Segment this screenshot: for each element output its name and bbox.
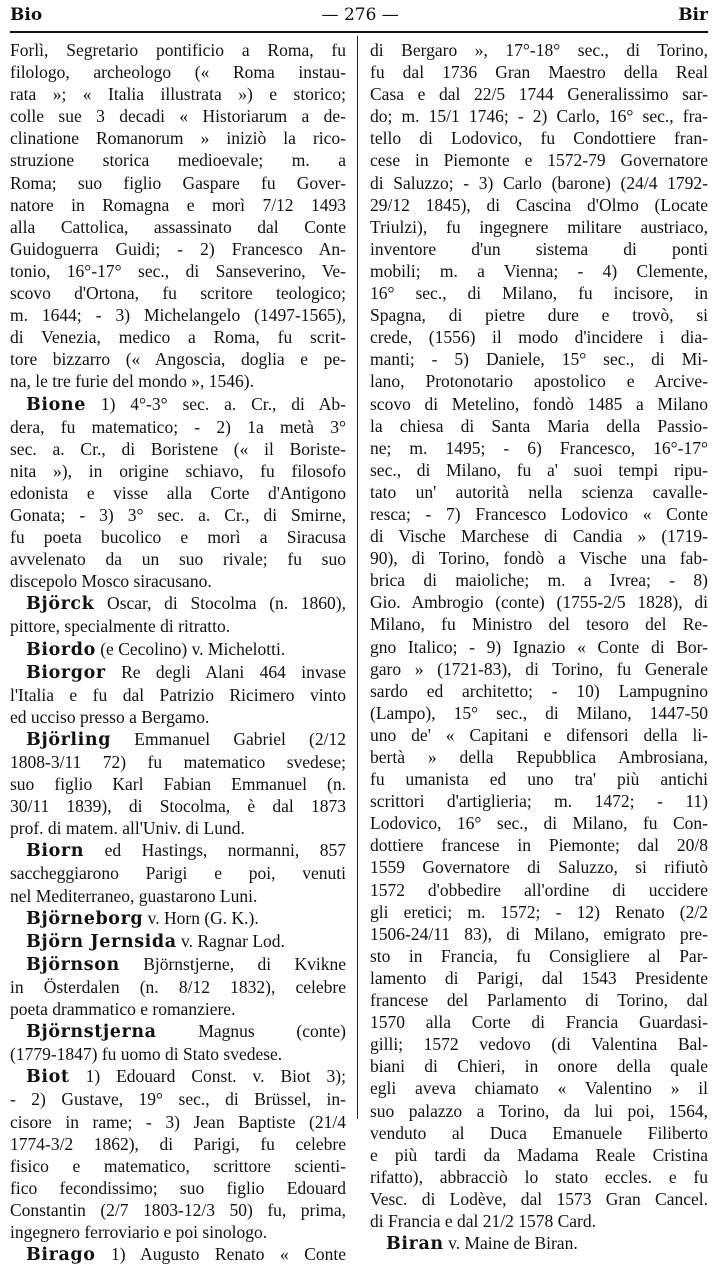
text-line: [10, 39, 346, 61]
text-line: [370, 1232, 708, 1255]
line-text: 1) 4°-3° sec. a. Cr., di Ab-: [85, 393, 346, 414]
text-line: [10, 615, 346, 637]
line-text: 1506-24/11 83), di Milano, emigrato pre-: [370, 923, 708, 944]
line-text: di Venezia, medico a Roma, fu scrit-: [10, 327, 346, 348]
text-line: [370, 326, 708, 348]
line-text: pittore, specialmente di ritratto.: [10, 616, 231, 637]
text-line: [370, 1011, 708, 1033]
text-line: [370, 415, 708, 437]
line-text: Magnus (conte): [156, 1021, 346, 1042]
text-line: [370, 83, 708, 105]
text-line: [10, 238, 346, 260]
text-line: [370, 856, 708, 878]
text-line: [10, 127, 346, 149]
line-text: garo » (1721-83), di Torino, fu Generale: [370, 658, 708, 679]
line-text: 1) Edouard Const. v. Biot 3);: [69, 1066, 346, 1087]
line-text: cisore in rame; - 3) Jean Baptiste (21/4: [10, 1111, 346, 1132]
line-text: Gio. Ambrogio (conte) (1755-2/5 1828), di: [370, 592, 708, 613]
line-text: m. 1644; - 3) Michelangelo (1497-1565),: [10, 305, 346, 326]
line-text: mobili; m. a Vienna; - 4) Clemente,: [370, 260, 708, 281]
line-text: in Österdalen (n. 8/12 1832), celebre: [10, 976, 346, 997]
line-text: clinatione Romanorum » iniziò la rico-: [10, 128, 346, 149]
text-line: [370, 768, 708, 790]
text-line: [10, 1065, 346, 1088]
entry-headword: Biorgor: [26, 662, 106, 683]
text-line: [10, 304, 346, 326]
line-text: na, le tre furie del mondo », 1546).: [10, 371, 254, 392]
line-text: tonio, 16°-17° sec., di Sanseverino, Ve-: [10, 260, 346, 281]
line-text: tello di Lodovico, fu Condottiere fran-: [370, 128, 708, 149]
running-header: [10, 0, 708, 30]
line-text: alla Cattolica, assassinato dal Conte: [10, 216, 346, 237]
text-line: [10, 953, 346, 976]
line-text: francese del Parlamento di Torino, dal: [370, 990, 708, 1011]
text-line: [10, 149, 346, 171]
line-text: cese in Piemonte e 1572-79 Governatore: [370, 150, 708, 171]
text-line: [370, 503, 708, 525]
text-line: [10, 773, 346, 795]
text-line: [370, 945, 708, 967]
text-line: [370, 61, 708, 83]
text-line: [370, 923, 708, 945]
line-text: brica di maioliche; m. a Ivrea; - 8): [370, 570, 708, 591]
line-text: tore bizzarro (« Angoscia, doglia e pe-: [10, 349, 346, 370]
text-line: [10, 194, 346, 216]
line-text: 1) Augusto Renato « Conte: [95, 1244, 346, 1265]
line-text: 16° sec., di Milano, fu incisore, in: [370, 283, 708, 304]
line-text: lamento di Parigi, dal 1543 Presidente: [370, 967, 708, 988]
line-text: rata »; « Italia illustrata ») e storico;: [10, 84, 346, 105]
text-line: [10, 1243, 346, 1266]
text-line: [370, 194, 708, 216]
line-text: dottiere francese in Piemonte; dal 20/8: [370, 835, 708, 856]
text-line: [10, 460, 346, 482]
line-text: Milano, fu Ministro del tesoro del Re-: [370, 614, 708, 635]
text-line: [10, 570, 346, 592]
entry-headword: Birago: [26, 1245, 96, 1266]
text-line: [370, 569, 708, 591]
line-text: sardo ed architetto; - 10) Lampugnino: [370, 680, 708, 701]
line-text: Lodovico, 16° sec., di Milano, fu Con-: [370, 813, 708, 834]
text-line: [370, 348, 708, 370]
line-text: rifatto), abbracciò lo stato eccles. e fu: [370, 1166, 708, 1187]
line-text: sec., di Milano, fu a' suoi tempi ripu-: [370, 459, 708, 480]
text-line: [370, 901, 708, 923]
text-line: [370, 393, 708, 415]
line-text: poeta drammatico e romanziere.: [10, 999, 236, 1020]
text-line: [370, 989, 708, 1011]
column-divider: [357, 36, 358, 1119]
text-line: [370, 636, 708, 658]
text-line: [10, 526, 346, 548]
line-text: fu umanista ed uno tra' più antichi: [370, 769, 708, 790]
line-text: v. Maine de Biran.: [443, 1233, 578, 1254]
text-line: [370, 149, 708, 171]
text-line: [370, 238, 708, 260]
text-line: [10, 1043, 346, 1065]
line-text: egli aveva chiamato « Valentino » il: [370, 1078, 708, 1099]
line-text: fisico e matematico, scrittore scienti-: [10, 1155, 346, 1176]
line-text: Emmanuel Gabriel (2/12: [111, 728, 346, 749]
text-line: [370, 1055, 708, 1077]
text-line: [370, 39, 708, 61]
text-line: [10, 83, 346, 105]
line-text: Spagna, di pietre dure e trovò, si: [370, 305, 708, 326]
text-line: [10, 61, 346, 83]
line-text: fico fecondissimo; suo figlio Edouard: [10, 1177, 346, 1198]
text-line: [10, 706, 346, 728]
line-text: filologo, archeologo (« Roma instau-: [10, 62, 346, 83]
line-text: v. Ragnar Lod.: [176, 930, 285, 951]
text-line: [370, 1033, 708, 1055]
entry-headword: Björck: [26, 594, 95, 615]
text-line: [10, 1020, 346, 1043]
line-text: fu poeta bucolico e morì a Siracusa: [10, 527, 346, 548]
line-text: tato un' autorità nella scienza cavalle-: [370, 481, 708, 502]
right-column: [370, 39, 708, 1255]
text-line: [10, 172, 346, 194]
text-line: [10, 326, 346, 348]
line-text: inventore d'un sistema di ponti: [370, 238, 708, 259]
text-line: [10, 348, 346, 370]
text-line: [10, 105, 346, 127]
text-line: [10, 370, 346, 392]
text-line: [370, 812, 708, 834]
line-text: crede, (1556) il modo d'incidere i dia-: [370, 327, 708, 348]
line-text: ed ucciso presso a Bergamo.: [10, 706, 210, 727]
line-text: 1559 Governatore di Saluzzo, si rifiutò: [370, 857, 708, 878]
text-line: [10, 795, 346, 817]
line-text: Triulzi), fu ingegnere militare austriaco,: [370, 216, 708, 237]
text-line: [370, 834, 708, 856]
text-line: [10, 1133, 346, 1155]
line-text: gli eretici; m. 1572; - 12) Renato (2/2: [370, 901, 708, 922]
text-line: [370, 1100, 708, 1122]
text-line: [10, 930, 346, 953]
line-text: di Saluzzo; - 3) Carlo (barone) (24/4 1792-: [370, 172, 708, 193]
line-text: (Lampo), 15° sec., di Milano, 1447-50: [370, 702, 708, 723]
text-line: [370, 304, 708, 326]
line-text: scovo d'Ortona, fu scritore teologico;: [10, 283, 346, 304]
line-text: Constantin (2/7 1803-12/3 50) fu, prima,: [10, 1199, 346, 1220]
text-line: [10, 438, 346, 460]
text-line: [370, 658, 708, 680]
text-line: [10, 1199, 346, 1221]
line-text: do; m. 15/1 1746; - 2) Carlo, 16° sec., fra-: [370, 106, 708, 127]
text-line: [10, 885, 346, 907]
text-line: [10, 862, 346, 884]
text-line: [10, 1177, 346, 1199]
line-text: Roma; suo figlio Gaspare fu Gover-: [10, 172, 346, 193]
line-text: nel Mediterraneo, guastarono Luni.: [10, 885, 258, 906]
text-line: [370, 437, 708, 459]
line-text: sec. a. Cr., di Boristene (« il Boriste-: [10, 438, 346, 459]
text-line: [370, 459, 708, 481]
header-left-guideword: Bio: [10, 5, 43, 25]
line-text: scovo di Metelino, fondò 1485 a Milano: [370, 393, 708, 414]
line-text: 29/12 1845), di Cascina d'Olmo (Locate: [370, 194, 708, 215]
line-text: di Bergaro », 17°-18° sec., di Torino,: [370, 40, 708, 60]
page-number: — 276 —: [321, 5, 399, 25]
line-text: prof. di matem. all'Univ. di Lund.: [10, 818, 245, 839]
text-line: [370, 105, 708, 127]
text-line: [370, 613, 708, 635]
text-line: [10, 817, 346, 839]
text-line: [370, 1077, 708, 1099]
text-line: [10, 282, 346, 304]
text-line: [370, 481, 708, 503]
line-text: dera, fu matematico; - 2) 1a metà 3°: [10, 416, 346, 437]
line-text: Gonata; - 3) 3° sec. a. Cr., di Smirne,: [10, 504, 346, 525]
line-text: gilli; 1572 vedovo (di Valentina Bal-: [370, 1034, 708, 1055]
header-rule: [10, 31, 708, 33]
line-text: biani di Chieri, in onore della quale: [370, 1056, 708, 1077]
text-line: [370, 282, 708, 304]
line-text: sto in Francia, fu Consigliere al Par-: [370, 945, 708, 966]
entry-headword: Björn Jernsida: [26, 931, 177, 952]
text-line: [370, 879, 708, 901]
line-text: edonista e visse alla Corte d'Antigono: [10, 482, 346, 503]
text-line: [10, 728, 346, 751]
line-text: v. Horn (G. K.).: [143, 907, 259, 928]
text-line: [10, 1111, 346, 1133]
line-text: suo figlio Karl Fabian Emmanuel (n.: [10, 774, 346, 795]
line-text: ne; m. 1495; - 6) Francesco, 16°-17°: [370, 437, 708, 458]
line-text: 1570 alla Corte di Francia Guardasi-: [370, 1012, 708, 1033]
line-text: uno de' « Capitani e difensori della li-: [370, 724, 708, 745]
line-text: 90), di Torino, fondò a Vische una fab-: [370, 548, 708, 569]
text-line: [10, 482, 346, 504]
line-text: Casa e dal 22/5 1744 Generalissimo sar-: [370, 84, 708, 105]
text-line: [370, 525, 708, 547]
header-right-guideword: Bir: [678, 5, 708, 25]
line-text: ed Hastings, normanni, 857: [84, 840, 346, 861]
line-text: lano, Protonotario apostolico e Arcive-: [370, 371, 708, 392]
entry-headword: Björnstjerna: [26, 1022, 157, 1043]
line-text: (e Cecolino) v. Michelotti.: [95, 638, 286, 659]
text-line: [10, 684, 346, 706]
entry-headword: Björneborg: [26, 908, 144, 929]
text-line: [10, 976, 346, 998]
text-line: [370, 680, 708, 702]
entry-headword: Biorn: [26, 841, 85, 862]
line-text: di Francia e dal 21/2 1578 Card.: [370, 1210, 596, 1231]
line-text: venduto al Duca Emanuele Filiberto: [370, 1122, 708, 1143]
line-text: Forlì, Segretario pontificio a Roma, fu: [10, 40, 346, 60]
line-text: saccheggiarono Parigi e poi, venuti: [10, 863, 346, 884]
line-text: struzione storica medioevale; m. a: [10, 150, 346, 171]
line-text: bertà » della Repubblica Ambrosiana,: [370, 747, 708, 767]
text-line: [370, 127, 708, 149]
line-text: l'Italia e fu dal Patrizio Ricimero vinto: [10, 684, 346, 705]
text-line: [10, 638, 346, 661]
text-line: [10, 260, 346, 282]
text-line: [10, 504, 346, 526]
line-text: 30/11 1839), di Stocolma, è dal 1873: [10, 796, 346, 817]
line-text: avvelenato da un suo rivale; fu suo: [10, 549, 346, 570]
text-line: [370, 790, 708, 812]
line-text: natore in Romagna e morì 7/12 1493: [10, 194, 346, 215]
line-text: fu dal 1736 Gran Maestro della Real: [370, 62, 708, 83]
text-line: [10, 1088, 346, 1110]
text-line: [370, 591, 708, 613]
text-line: [370, 1188, 708, 1210]
line-text: suo palazzo a Torino, da lui poi, 1564,: [370, 1100, 708, 1121]
text-line: [10, 839, 346, 862]
line-text: di Vische Marchese di Candia » (1719-: [370, 526, 708, 547]
text-line: [10, 393, 346, 416]
text-line: [10, 1155, 346, 1177]
line-text: 1774-3/2 1862), di Parigi, fu celebre: [10, 1133, 346, 1154]
entry-headword: Biran: [386, 1234, 444, 1255]
line-text: (1779-1847) fu uomo di Stato svedese.: [10, 1044, 283, 1065]
text-line: [10, 548, 346, 570]
text-line: [370, 724, 708, 746]
line-text: colle sue 3 decadi « Historiarum a de-: [10, 106, 346, 127]
text-line: [370, 547, 708, 569]
left-column: [10, 39, 346, 1266]
line-text: Guidoguerra Guidi; - 2) Francesco An-: [10, 238, 346, 259]
line-text: Oscar, di Stocolma (n. 1860),: [94, 593, 346, 614]
text-line: [10, 751, 346, 773]
entry-headword: Biot: [26, 1067, 70, 1088]
line-text: discepolo Mosco siracusano.: [10, 571, 212, 592]
line-text: manti; - 5) Daniele, 15° sec., di Mi-: [370, 349, 708, 370]
line-text: ingegnero ferroviario e poi sinologo.: [10, 1221, 268, 1242]
text-line: [370, 967, 708, 989]
entry-headword: Björnson: [26, 954, 120, 975]
text-line: [370, 260, 708, 282]
line-text: - 2) Gustave, 19° sec., di Brüssel, in-: [10, 1089, 346, 1110]
text-line: [370, 1210, 708, 1232]
line-text: scrittori d'artiglieria; m. 1472; - 11): [370, 791, 708, 812]
text-line: [370, 172, 708, 194]
text-line: [10, 592, 346, 615]
text-line: [370, 370, 708, 392]
text-line: [370, 1122, 708, 1144]
text-line: [10, 998, 346, 1020]
text-line: [10, 416, 346, 438]
text-line: [10, 661, 346, 684]
text-line: [370, 746, 708, 768]
line-text: e più tardi da Madama Reale Cristina: [370, 1144, 708, 1165]
entry-headword: Bione: [26, 394, 86, 415]
line-text: resca; - 7) Francesco Lodovico « Conte: [370, 503, 708, 524]
text-line: [10, 907, 346, 930]
line-text: Re degli Alani 464 invase: [105, 661, 346, 682]
text-line: [10, 216, 346, 238]
line-text: Björnstjerne, di Kvikne: [119, 953, 346, 974]
line-text: nita »), in origine schiavo, fu filosofo: [10, 460, 346, 481]
text-line: [370, 1166, 708, 1188]
text-line: [370, 1144, 708, 1166]
line-text: la chiesa di Santa Maria della Passio-: [370, 415, 708, 436]
text-line: [10, 1221, 346, 1243]
line-text: 1808-3/11 72) fu matematico svedese;: [10, 752, 346, 772]
text-line: [370, 216, 708, 238]
entry-headword: Björling: [26, 729, 112, 750]
line-text: 1572 d'obbedire all'ordine di uccidere: [370, 879, 708, 900]
line-text: gno Italico; - 9) Ignazio « Conte di Bor-: [370, 636, 708, 657]
entry-headword: Biordo: [26, 639, 96, 660]
text-line: [370, 702, 708, 724]
line-text: Vesc. di Lodève, dal 1573 Gran Cancel.: [370, 1188, 708, 1209]
